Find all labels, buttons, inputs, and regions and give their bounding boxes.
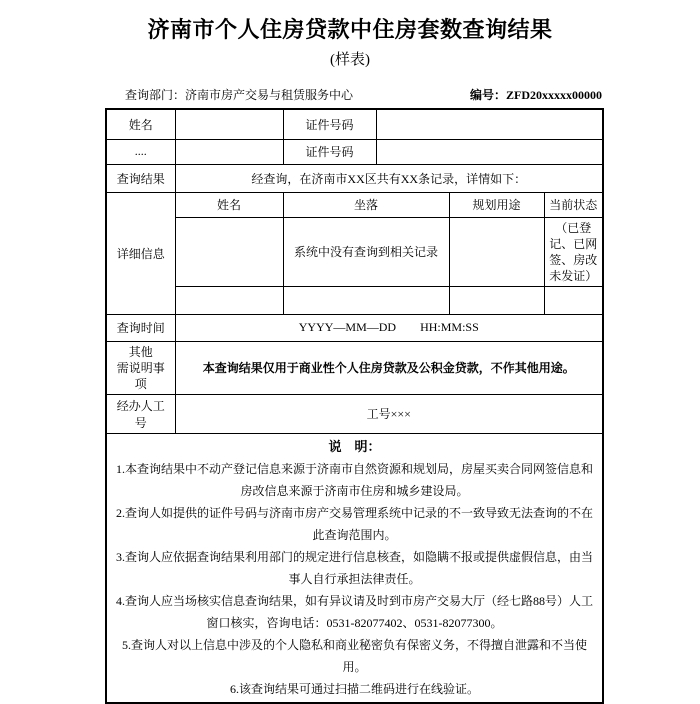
notes-section — [106, 433, 603, 703]
note-item-1: 1.本查询结果中不动产登记信息来源于济南市自然资源和规划局，房屋买卖合同网签信息和房改信息来源于济南市住房和城乡建设局。 — [116, 461, 594, 498]
row-detail-data — [106, 217, 603, 286]
row-query-time — [106, 314, 603, 341]
row-detail-empty — [106, 286, 603, 314]
detail-name-cell — [175, 217, 283, 286]
page-title: 济南市个人住房贷款中住房套数查询结果 — [147, 17, 553, 42]
detail-status-cell: （已登记、已网签、房改未发证） — [544, 217, 603, 286]
note-item-6: 6.该查询结果可通过扫描二维码进行在线验证。 — [230, 681, 480, 696]
operator-value: 工号××× — [175, 394, 603, 433]
note-item-3: 3.查询人应依据查询结果利用部门的规定进行信息核查，如隐瞒不报或提供虚假信息，由当事人自行承担法律责任。 — [116, 549, 594, 586]
row-notes — [106, 433, 603, 703]
name-value-cell — [175, 109, 283, 139]
detail-header-location: 坐落 — [283, 192, 449, 217]
detail-header-status: 当前状态 — [544, 192, 603, 217]
row-name-2 — [106, 139, 603, 164]
detail-location-cell: 系统中没有查询到相关记录 — [283, 217, 449, 286]
query-time-value — [175, 314, 603, 341]
note-item-2: 2.查询人如提供的证件号码与济南市房产交易管理系统中记录的不一致导致无法查询的不在此查询范围内。 — [116, 505, 594, 542]
row-name-1 — [106, 109, 603, 139]
name-label: 姓名 — [106, 109, 175, 139]
detail-use-cell-2 — [449, 286, 544, 314]
query-department — [105, 87, 353, 103]
document-number-value: ZFD20xxxxx00000 — [506, 88, 602, 102]
more-applicants-label: .... — [106, 139, 175, 164]
detail-header-name: 姓名 — [175, 192, 283, 217]
page-subtitle: (样表) — [330, 52, 370, 68]
query-time-clock: HH:MM:SS — [420, 320, 479, 334]
cert-value-cell-2 — [376, 139, 603, 164]
cert-label: 证件号码 — [283, 109, 376, 139]
row-detail-header — [106, 192, 603, 217]
document-number — [470, 87, 602, 103]
detail-use-cell — [449, 217, 544, 286]
query-result-label: 查询结果 — [106, 164, 175, 192]
query-result-value: 经查询，在济南市XX区共有XX条记录，详情如下： — [175, 164, 603, 192]
detail-info-label: 详细信息 — [106, 192, 175, 314]
detail-header-use: 规划用途 — [449, 192, 544, 217]
other-notes-label: 其他 需说明事项 — [106, 341, 175, 394]
operator-label: 经办人工号 — [106, 394, 175, 433]
row-query-result — [106, 164, 603, 192]
detail-location-cell-2 — [283, 286, 449, 314]
cert-label-2: 证件号码 — [283, 139, 376, 164]
cert-value-cell — [376, 109, 603, 139]
document-number-label: 编号： — [469, 88, 506, 102]
detail-name-cell-2 — [175, 286, 283, 314]
name-value-cell-2 — [175, 139, 283, 164]
notes-heading: 说 明： — [328, 438, 381, 454]
note-item-4: 4.查询人应当场核实信息查询结果，如有异议请及时到市房产交易大厅（经七路88号）人工窗口核实，咨询电话：0531-82077402、0531-82077300。 — [116, 593, 594, 630]
query-time-date: YYYY—MM—DD — [298, 320, 397, 334]
query-department-label: 查询部门： — [125, 88, 186, 102]
detail-status-cell-2 — [544, 286, 603, 314]
query-result-table — [105, 108, 604, 704]
query-department-value: 济南市房产交易与租赁服务中心 — [185, 88, 354, 102]
row-other-notes — [106, 341, 603, 394]
meta-row — [105, 87, 602, 103]
row-operator — [106, 394, 603, 433]
query-time-label: 查询时间 — [106, 314, 175, 341]
note-item-5: 5.查询人对以上信息中涉及的个人隐私和商业秘密负有保密义务，不得擅自泄露和不当使用。 — [122, 637, 588, 674]
other-notes-value: 本查询结果仅用于商业性个人住房贷款及公积金贷款，不作其他用途。 — [175, 341, 603, 394]
